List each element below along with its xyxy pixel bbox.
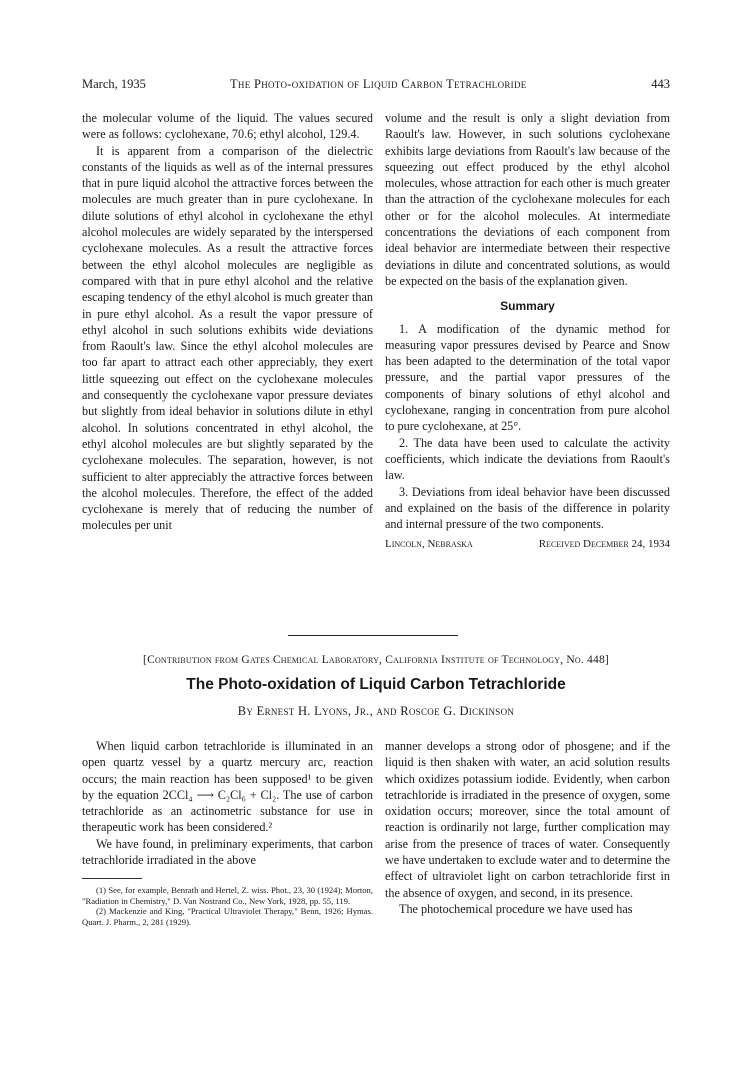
summary-heading: Summary bbox=[500, 299, 555, 314]
page-number: 443 bbox=[651, 77, 670, 91]
received-date: Received December 24, 1934 bbox=[538, 538, 670, 551]
paragraph: When liquid carbon tetrachloride is illuminated in an open quartz vessel by a quartz mercury arc, reaction occurs; the main reaction has been supposed¹ to be given by the equation 2CCl₄ ⟶ C₂Cl₆ + Cl₂. The use of carbon tetrachloride as an actinometric substance for use in therapeutic work has been considered.² bbox=[82, 739, 373, 835]
bottom-left-column bbox=[82, 738, 373, 927]
footnote-divider bbox=[82, 878, 142, 879]
paragraph: We have found, in preliminary experiments, that carbon tetrachloride irradiated in the above bbox=[82, 836, 373, 868]
top-left-column bbox=[82, 110, 373, 534]
top-right-column bbox=[385, 110, 670, 553]
footnotes bbox=[82, 885, 373, 927]
paragraph: volume and the result is only a slight deviation from Raoult's law. However, in such solutions cyclohexane exhibits large deviations from Raoult's law because of the squeezing out effect produced by the ethyl alcohol molecules, whose attraction for each other is much greater than the attraction of the cyclohexane molecules for each other or for the alcohol molecules. At intermediate concentrations the deviations of each component from ideal behavior are intermediate between their respective deviations in dilute and concentrated solutions, as would be expected on the basis of the explanation given. bbox=[385, 111, 670, 288]
running-header-title: The Photo-oxidation of Liquid Carbon Tetrachloride bbox=[230, 77, 527, 91]
bottom-right-column bbox=[385, 738, 670, 917]
signature-line bbox=[385, 536, 670, 552]
footnote: (2) Mackenzie and King, "Practical Ultraviolet Therapy," Benn, 1926; Hymas. Quart. J. Pharm., 2, 281 (1929). bbox=[82, 906, 373, 927]
article-title: The Photo-oxidation of Liquid Carbon Tetrachloride bbox=[186, 676, 566, 693]
summary-item: 2. The data have been used to calculate the activity coefficients, which indicate the deviations from Raoult's law. bbox=[385, 435, 670, 483]
summary-item: 1. A modification of the dynamic method for measuring vapor pressures devised by Pearce and Snow has been adapted to the determination of the total vapor pressure, and the partial vapor pressures of the components of binary solutions of ethyl alcohol and cyclohexane, ranging in concentration from pure alcohol to pure cyclohexane, at 25°. bbox=[385, 321, 670, 434]
paragraph: the molecular volume of the liquid. The values secured were as follows: cyclohexane, 70.6; ethyl alcohol, 129.4. bbox=[82, 111, 373, 142]
summary-item: 3. Deviations from ideal behavior have been discussed and explained on the basis of the difference in polarity and internal pressure of the two components. bbox=[385, 484, 670, 532]
section-divider bbox=[288, 635, 458, 636]
running-header-date: March, 1935 bbox=[82, 77, 146, 91]
article-authors: By Ernest H. Lyons, Jr., and Roscoe G. Dickinson bbox=[237, 704, 515, 718]
location: Lincoln, Nebraska bbox=[385, 538, 473, 551]
paragraph: The photochemical procedure we have used has bbox=[399, 901, 633, 916]
paragraph: It is apparent from a comparison of the dielectric constants of the liquids as well as of the internal pressures that in pure liquid alcohol the attractive forces between the molecules are much greater than in pure cyclohexane. In dilute solutions of ethyl alcohol in cyclohexane the ethyl alcohol molecules are widely separated by the interspersed cyclohexane molecules. As a result the attractive forces between the ethyl alcohol molecules are negligible as compared with that in pure ethyl alcohol and the relative escaping tendency of the ethyl alcohol is much greater than in pure ethyl alcohol. As a result the vapor pressure of ethyl alcohol in such solutions exhibits wide deviations from Raoult's law. Since the ethyl alcohol molecules are too far apart to attract each other appreciably, they exert little squeezing out effect on the cyclohexane molecules and consequently the cyclohexane vapor pressure deviates but slightly from ideal behavior in solutions dilute in ethyl alcohol. In solutions concentrated in ethyl alcohol, the ethyl alcohol molecules are but slightly separated by the cyclohexane molecules. The separation, however, is not sufficient to alter appreciably the attractive forces between the alcohol molecules. Therefore, the effect of the added cyclohexane is merely that of reducing the number of molecules per unit bbox=[82, 143, 373, 533]
contribution-line: [Contribution from Gates Chemical Laboratory, California Institute of Technology, No. 448] bbox=[143, 654, 609, 666]
footnote: (1) See, for example, Benrath and Hertel, Z. wiss. Phot., 23, 30 (1924); Morton, "Radiation in Chemistry," D. Van Nostrand Co., New York, 1928, pp. 55, 119. bbox=[82, 885, 373, 906]
paragraph: manner develops a strong odor of phosgene; and if the liquid is then shaken with water, an acid solution results which oxidizes potassium iodide. Evidently, when carbon tetrachloride is irradiated in the presence of oxygen, some oxidation occurs; moreover, since the total amount of reaction is ordinarily not large, further complication may arise from the presence of traces of water. Consequently we have undertaken to exclude water and to determine the effect of ultraviolet light on carbon tetrachloride first in the absence of oxygen, and second, in its presence. bbox=[385, 739, 670, 900]
